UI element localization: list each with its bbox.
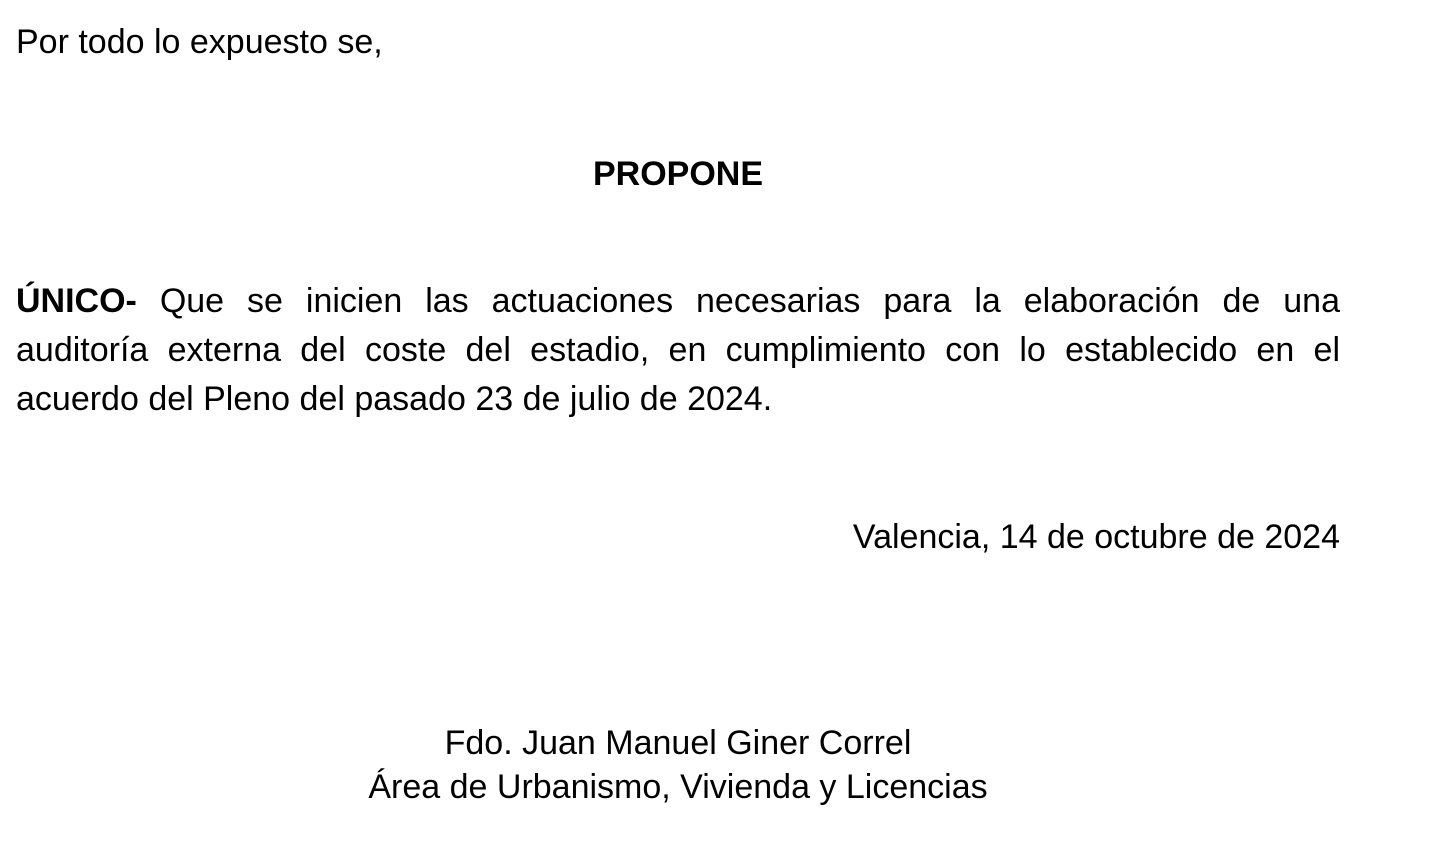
document-page: [0, 18, 1430, 850]
dateline: Valencia, 14 de octubre de 2024: [852, 518, 1340, 556]
signature-department: Área de Urbanismo, Vivienda y Licencias: [368, 768, 988, 806]
signature-block: [16, 721, 1340, 809]
body-paragraph: [16, 277, 1340, 424]
body-line-2: auditoría externa del coste del estadio, en cumplimiento con lo establecido en el: [16, 331, 1340, 369]
body-line-1-text: Que se inicien las actuaciones necesarias para la elaboración de una: [136, 282, 1340, 320]
body-line-3: acuerdo del Pleno del pasado 23 de julio de 2024.: [16, 380, 773, 418]
unico-lead: ÚNICO-: [16, 282, 137, 320]
signature-name: Fdo. Juan Manuel Giner Correl: [444, 724, 912, 762]
body-line-1: [16, 277, 1340, 326]
intro-line: Por todo lo expuesto se,: [16, 23, 383, 61]
propone-heading: PROPONE: [592, 155, 764, 193]
